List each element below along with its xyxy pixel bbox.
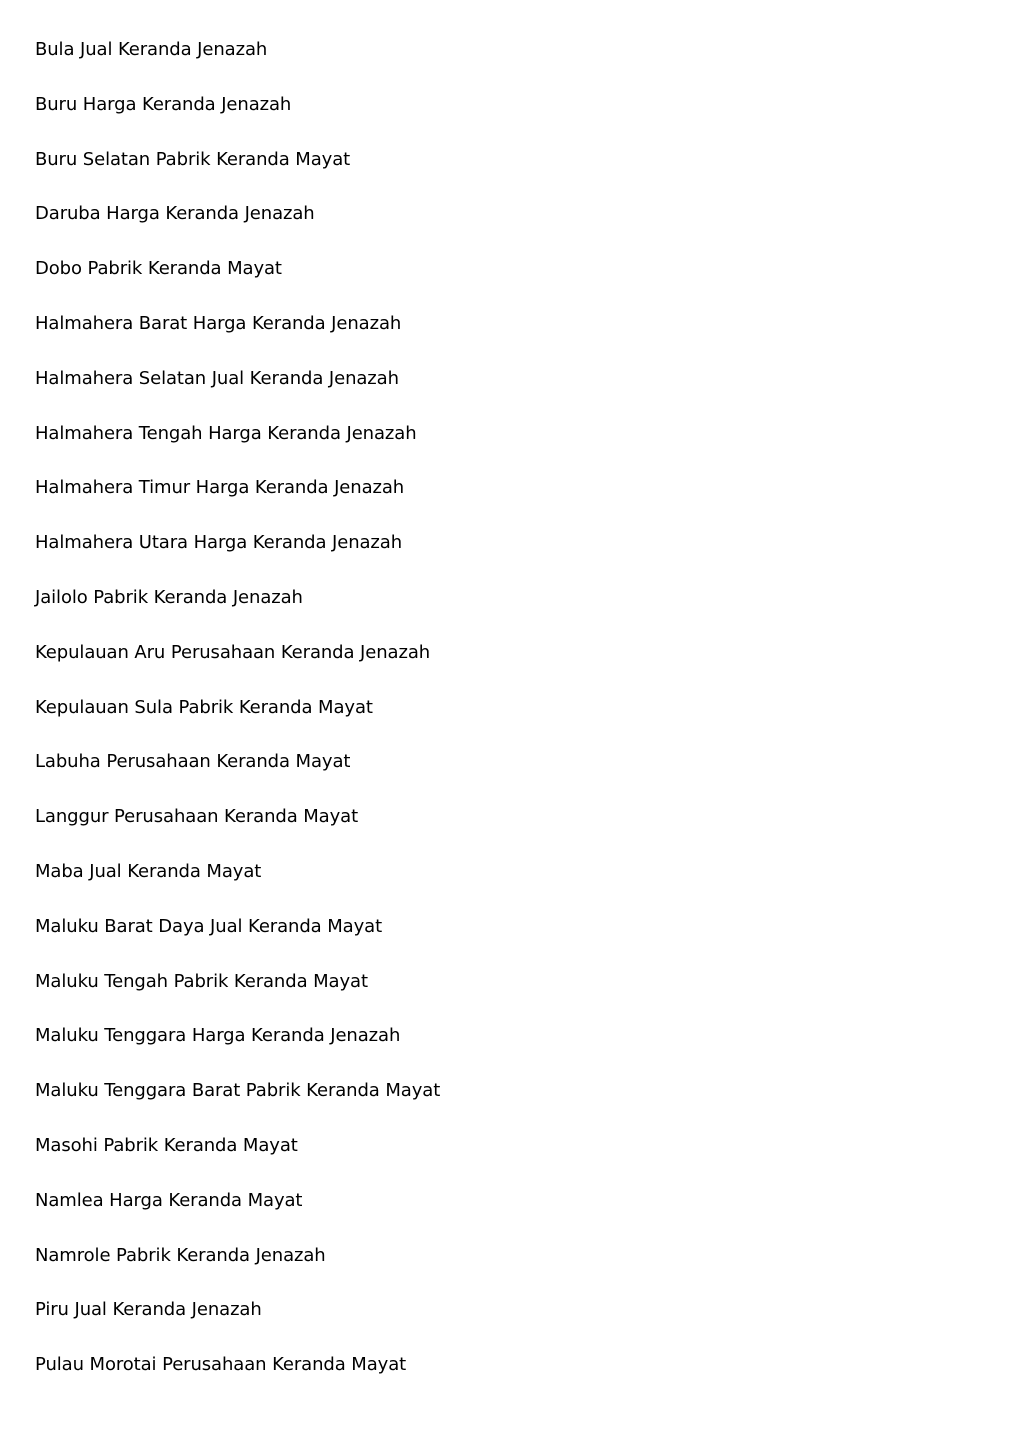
list-item-link[interactable]: Halmahera Timur Harga Keranda Jenazah: [35, 477, 405, 499]
list-item-link[interactable]: Masohi Pabrik Keranda Mayat: [35, 1134, 298, 1156]
list-item-link[interactable]: Halmahera Tengah Harga Keranda Jenazah: [35, 422, 417, 444]
list-item-link[interactable]: Pulau Morotai Perusahaan Keranda Mayat: [35, 1354, 407, 1376]
link-list: [35, 38, 440, 1408]
list-item-link[interactable]: Buru Selatan Pabrik Keranda Mayat: [35, 148, 351, 170]
list-item-link[interactable]: Daruba Harga Keranda Jenazah: [35, 203, 315, 225]
list-item-link[interactable]: Namrole Pabrik Keranda Jenazah: [35, 1244, 326, 1266]
list-item-link[interactable]: Kepulauan Aru Perusahaan Keranda Jenazah: [35, 641, 431, 663]
list-item-link[interactable]: Dobo Pabrik Keranda Mayat: [35, 258, 282, 280]
list-item-link[interactable]: Halmahera Selatan Jual Keranda Jenazah: [35, 367, 399, 389]
list-item-link[interactable]: Maluku Tengah Pabrik Keranda Mayat: [35, 970, 368, 992]
list-item-link[interactable]: Jailolo Pabrik Keranda Jenazah: [35, 586, 303, 608]
list-item-link[interactable]: Maba Jual Keranda Mayat: [35, 860, 262, 882]
list-item-link[interactable]: Halmahera Barat Harga Keranda Jenazah: [35, 312, 402, 334]
list-item-link[interactable]: Maluku Barat Daya Jual Keranda Mayat: [35, 915, 383, 937]
list-item-link[interactable]: Langgur Perusahaan Keranda Mayat: [35, 806, 359, 828]
list-item-link[interactable]: Namlea Harga Keranda Mayat: [35, 1189, 303, 1211]
list-item-link[interactable]: Maluku Tenggara Harga Keranda Jenazah: [35, 1025, 401, 1047]
list-item-link[interactable]: Piru Jual Keranda Jenazah: [35, 1299, 262, 1321]
list-item-link[interactable]: Maluku Tenggara Barat Pabrik Keranda Mayat: [35, 1080, 441, 1102]
list-item-link[interactable]: Bula Jual Keranda Jenazah: [35, 39, 268, 60]
list-item-link[interactable]: Halmahera Utara Harga Keranda Jenazah: [35, 532, 403, 554]
list-item-link[interactable]: Labuha Perusahaan Keranda Mayat: [35, 751, 351, 773]
list-item-link[interactable]: Buru Harga Keranda Jenazah: [35, 93, 292, 115]
list-item-link[interactable]: Kepulauan Sula Pabrik Keranda Mayat: [35, 696, 373, 718]
